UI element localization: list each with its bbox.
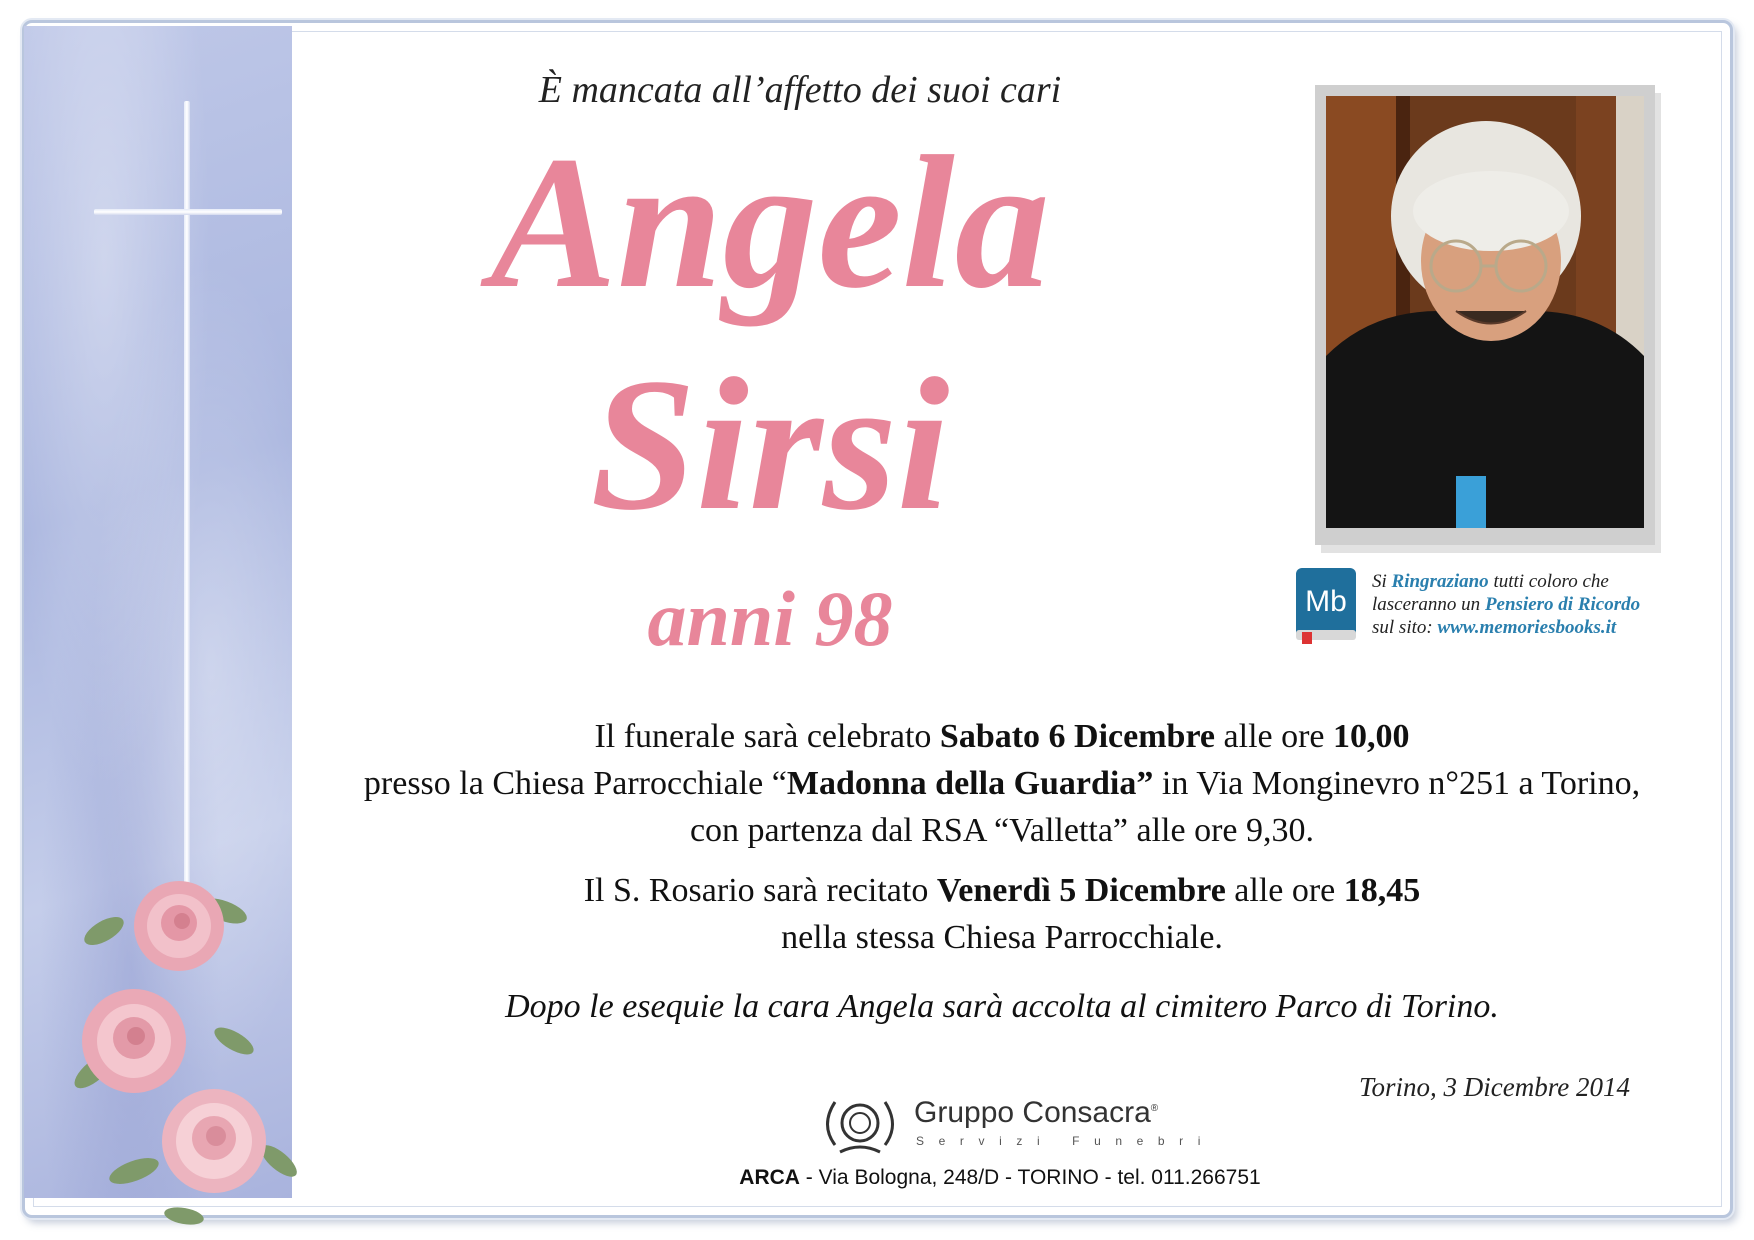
side-panel xyxy=(24,26,292,1198)
last-name: Sirsi xyxy=(590,340,950,550)
rose-top xyxy=(134,881,224,971)
funeral-details: Il funerale sarà celebrato Sabato 6 Dicembre alle ore 10,00 presso la Chiesa Parrocchiale “Madonna della Guardia” in Via Monginevro n°251 a Torino, con partenza dal RSA “Valletta” alle ore 9,30. xyxy=(363,718,1641,849)
rose-bottom xyxy=(162,1089,266,1193)
roses-decoration xyxy=(74,871,314,1226)
intro-text: È mancata all’affetto dei suoi cari xyxy=(538,69,1062,111)
company-name: Gruppo Consacra® xyxy=(914,1096,1159,1129)
consacra-logo-icon xyxy=(815,1090,905,1160)
portrait-frame xyxy=(1315,85,1655,545)
first-name: Angela xyxy=(490,118,1050,328)
cross-icon xyxy=(184,101,190,901)
portrait-photo xyxy=(1326,96,1644,528)
burial-text: Dopo le esequie la cara Angela sarà accolta al cimitero Parco di Torino. xyxy=(505,988,1499,1025)
company-address: ARCA - Via Bologna, 248/D - TORINO - tel. 011.266751 xyxy=(739,1166,1261,1189)
mb-icon-label: Mb xyxy=(1305,585,1347,618)
rose-middle xyxy=(82,989,186,1093)
cross-bar xyxy=(94,209,282,215)
thanks-highlight: Ringraziano xyxy=(1391,571,1489,592)
memories-text: Si Ringraziano tutti coloro che lasceranno un Pensiero di Ricordo sul sito: www.memoriesbooks.it xyxy=(1372,571,1641,638)
memoriesbooks-link[interactable]: www.memoriesbooks.it xyxy=(1437,617,1617,638)
company-tagline: Servizi Funebri xyxy=(916,1134,1216,1148)
date-line: Torino, 3 Dicembre 2014 xyxy=(1358,1072,1630,1102)
rosary-details: Il S. Rosario sarà recitato Venerdì 5 Dicembre alle ore 18,45 nella stessa Chiesa Parrocchiale. xyxy=(583,872,1421,956)
memoriesbooks-icon[interactable] xyxy=(1294,566,1362,644)
age: anni 98 xyxy=(647,575,893,662)
memory-highlight: Pensiero di Ricordo xyxy=(1484,594,1641,615)
